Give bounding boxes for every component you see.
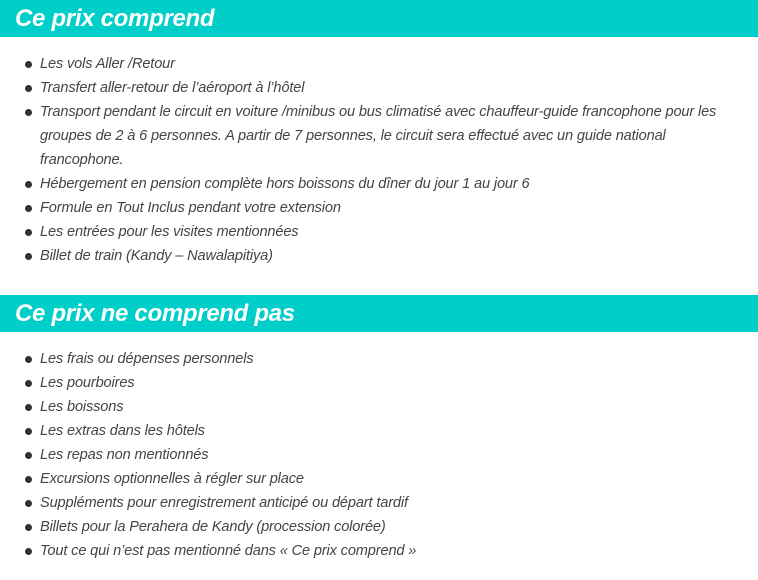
list-item (0, 196, 758, 220)
list-item (0, 172, 758, 196)
list-item (0, 467, 758, 491)
bullet-icon (25, 229, 32, 236)
list-item-text: Les pourboires (40, 375, 135, 391)
list-item-text: Les entrées pour les visites mentionnées (40, 224, 299, 240)
bullet-icon (25, 205, 32, 212)
list-item (0, 515, 758, 539)
list-item (0, 76, 758, 100)
bullet-icon (25, 109, 32, 116)
bullet-icon (25, 253, 32, 260)
bullet-icon (25, 452, 32, 459)
list-item (0, 100, 758, 172)
bullet-icon (25, 181, 32, 188)
section-header-excluded (0, 295, 758, 332)
section-title-included: Ce prix comprend (15, 5, 215, 32)
list-item-text: Transfert aller-retour de l’aéroport à l’hôtel (40, 80, 305, 96)
list-item-text: Les boissons (40, 399, 124, 415)
list-item (0, 244, 758, 268)
bullet-icon (25, 61, 32, 68)
list-item (0, 539, 758, 563)
list-item-text: Formule en Tout Inclus pendant votre extension (40, 200, 341, 216)
list-item (0, 220, 758, 244)
included-list (0, 52, 758, 268)
bullet-icon (25, 404, 32, 411)
bullet-icon (25, 356, 32, 363)
excluded-list (0, 347, 758, 563)
list-item (0, 491, 758, 515)
bullet-icon (25, 548, 32, 555)
list-item-text: Tout ce qui n’est pas mentionné dans « Ce prix comprend » (40, 543, 417, 559)
list-item (0, 419, 758, 443)
section-header-included (0, 0, 758, 37)
list-item-text: Billets pour la Perahera de Kandy (procession colorée) (40, 519, 386, 535)
list-item-text: Suppléments pour enregistrement anticipé ou départ tardif (40, 495, 408, 511)
list-item-text: Les frais ou dépenses personnels (40, 351, 254, 367)
bullet-icon (25, 500, 32, 507)
list-item-text: Excursions optionnelles à régler sur place (40, 471, 304, 487)
list-item (0, 52, 758, 76)
list-item-text: Les extras dans les hôtels (40, 423, 205, 439)
section-title-excluded: Ce prix ne comprend pas (15, 300, 295, 327)
bullet-icon (25, 476, 32, 483)
list-item (0, 443, 758, 467)
list-item (0, 347, 758, 371)
list-item-text: Transport pendant le circuit en voiture /minibus ou bus climatisé avec chauffeur-guide francophone pour les groupes de 2 à 6 personnes. A partir de 7 personnes, le circuit sera effectué avec un guide national francophone. (40, 104, 717, 168)
list-item (0, 395, 758, 419)
bullet-icon (25, 524, 32, 531)
list-item (0, 371, 758, 395)
bullet-icon (25, 85, 32, 92)
list-item-text: Billet de train (Kandy – Nawalapitiya) (40, 248, 273, 264)
list-item-text: Hébergement en pension complète hors boissons du dîner du jour 1 au jour 6 (40, 176, 530, 192)
bullet-icon (25, 380, 32, 387)
list-item-text: Les vols Aller /Retour (40, 56, 175, 72)
bullet-icon (25, 428, 32, 435)
list-item-text: Les repas non mentionnés (40, 447, 209, 463)
